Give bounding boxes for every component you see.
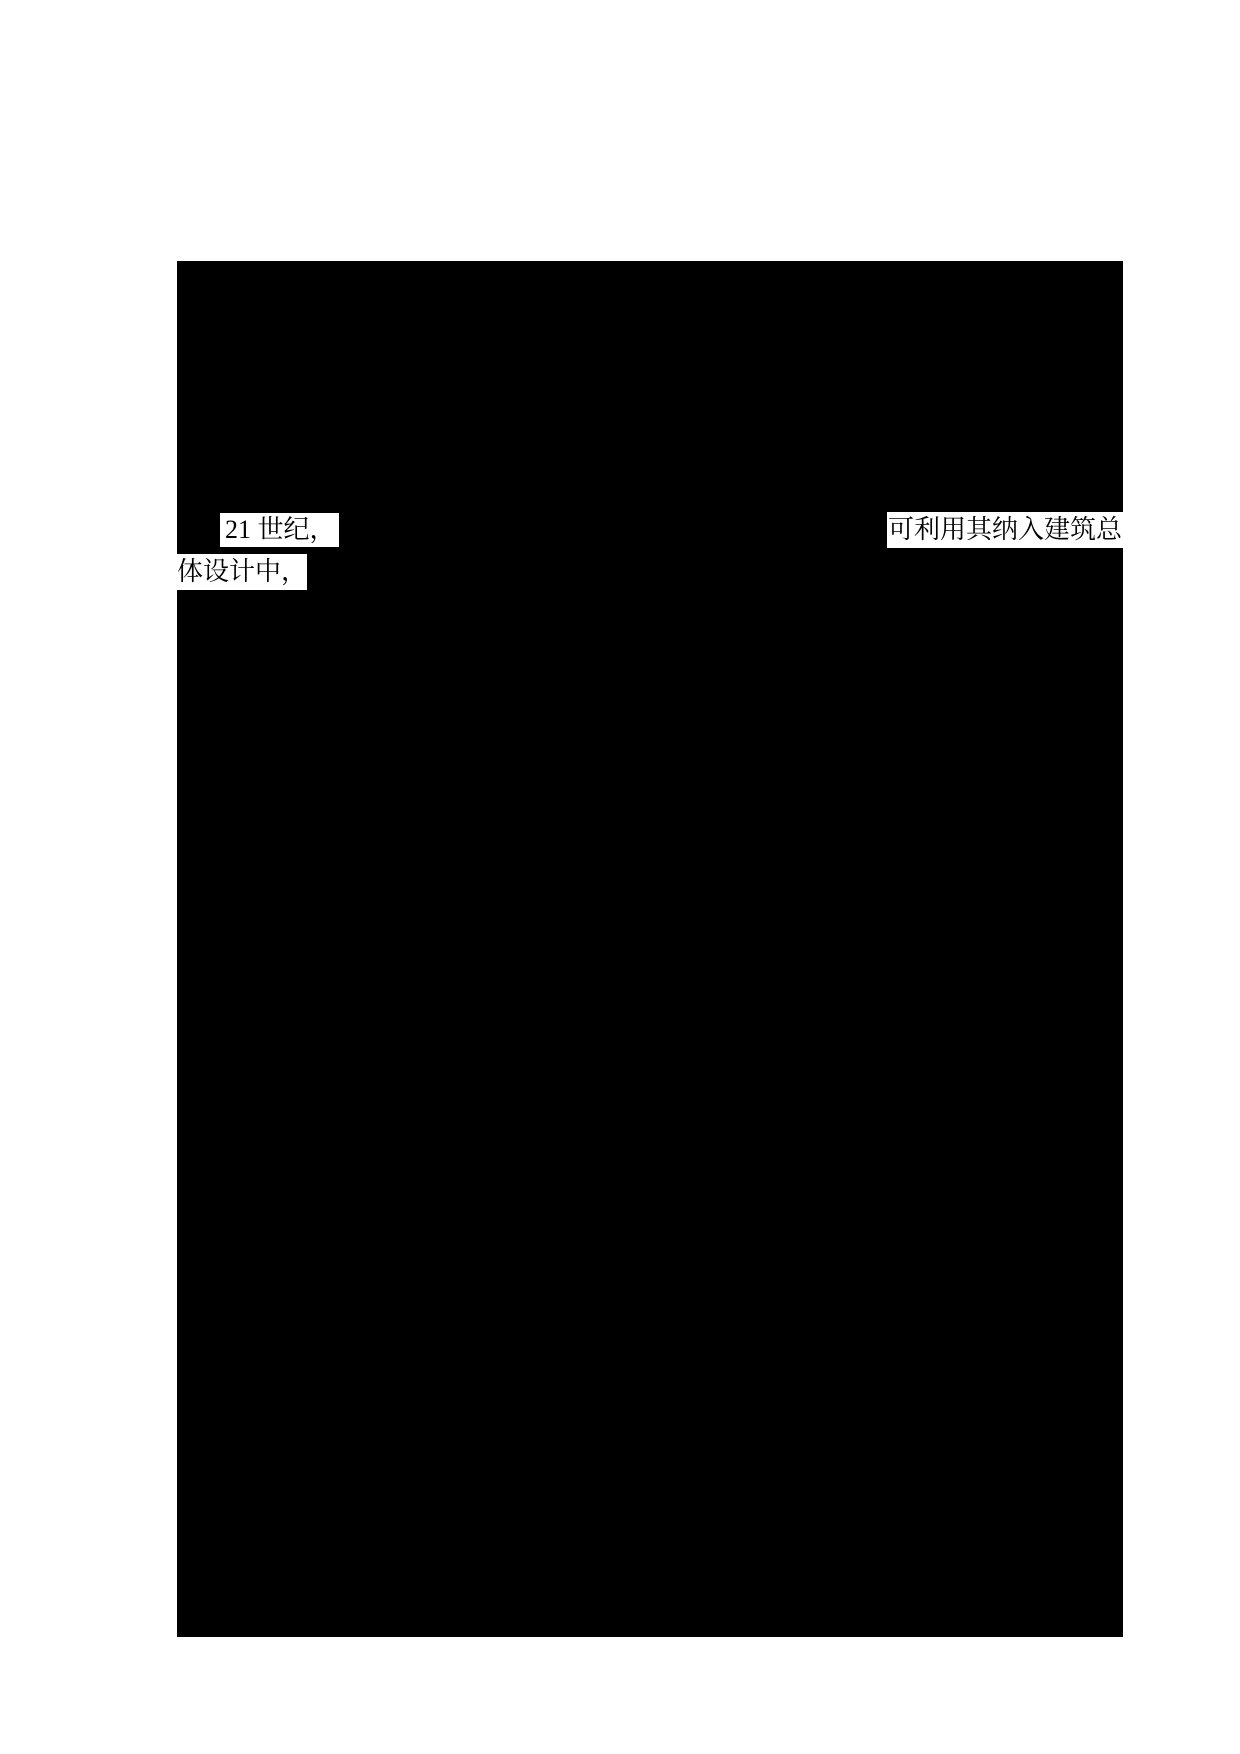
text-fragment-1: 21 世纪，: [220, 513, 339, 547]
text-fragment-3: 体设计中，: [175, 554, 307, 590]
redacted-block: [177, 261, 1123, 1637]
text-fragment-2: 可利用其纳入建筑总: [887, 512, 1127, 548]
